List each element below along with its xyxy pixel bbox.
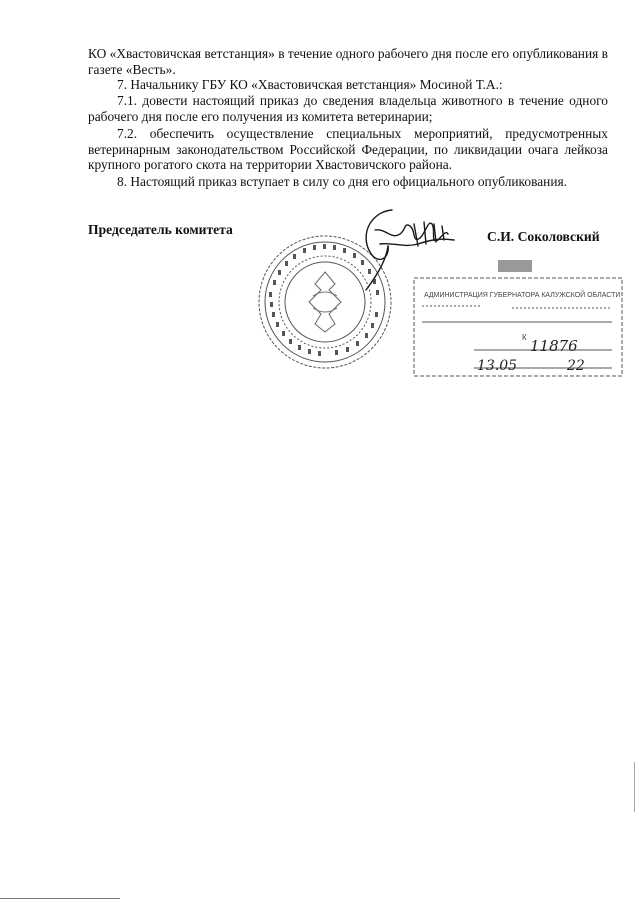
registration-stamp-icon — [412, 252, 626, 382]
paragraph-item-7: 7. Начальнику ГБУ КО «Хвастовичская ветстанция» Мосиной Т.А.: — [117, 77, 503, 92]
signatory-title: Председатель комитета — [88, 222, 233, 237]
stamp-header: АДМИНИСТРАЦИЯ ГУБЕРНАТОРА КАЛУЖСКОЙ ОБЛАСТИ — [424, 292, 621, 299]
paragraph-item-7-1: 7.1. довести настоящий приказ до сведения владельца животного в течение одного рабочего дня после его получения из комитета ветеринарии; — [88, 93, 608, 124]
paragraph-item-7-2: 7.2. обеспечить осуществление специальных мероприятий, предусмотренных ветеринарным законодательством Российской Федерации, по ликвидации очага лейкоза крупного рогатого скота на территории Хвастовичского района. — [88, 126, 608, 173]
scan-edge-line — [0, 898, 120, 899]
stamp-year: 22 — [567, 358, 585, 374]
signatory-name: С.И. Соколовский — [487, 229, 600, 244]
scan-edge-mark — [634, 762, 635, 812]
stamp-reg-number: 11876 — [530, 337, 578, 355]
paragraph-item-8: 8. Настоящий приказ вступает в силу со дня его официального опубликования. — [117, 174, 567, 189]
stamp-date: 13.05 — [477, 358, 518, 374]
stamp-k: К — [522, 333, 527, 342]
paragraph-continuation: КО «Хвастовичская ветстанция» в течение одного рабочего дня после его опубликования в газете «Весть». — [88, 46, 608, 77]
